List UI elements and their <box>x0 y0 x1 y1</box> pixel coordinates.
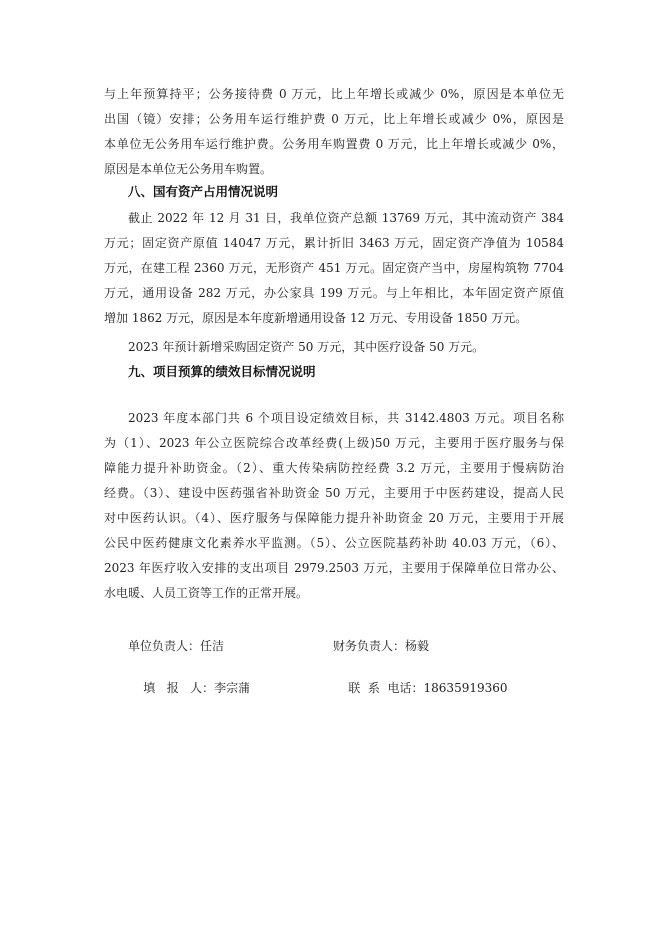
section-9-heading: 九、项目预算的绩效目标情况说明 <box>128 364 316 379</box>
s9-line-3: 障能力提升补助资金。（2）、重大传染病防控经费 3.2 万元，主要用于慢病防治 <box>104 461 564 475</box>
s7-line-2: 出国（镜）安排；公务用车运行维护费 0 万元，比上年增长或减少 0%，原因是 <box>104 112 564 126</box>
s7-line-3: 本单位无公务用车运行维护费。公务用车购置费 0 万元，比上年增长或减少 0%， <box>104 137 564 151</box>
finance-head-name: 杨毅 <box>405 639 430 653</box>
section-8-heading: 八、国有资产占用情况说明 <box>128 184 279 199</box>
s7-line-4: 原因是本单位无公务用车购置。 <box>104 162 273 176</box>
s9-line-4: 经费。（3）、建设中医药强省补助资金 50 万元，主要用于中医药建设，提高人民 <box>104 486 564 500</box>
s8-p1-line-2: 万元；固定资产原值 14047 万元，累计折旧 3463 万元，固定资产净值为 10584 <box>104 236 564 250</box>
filler-label: 填 报 人： <box>143 681 215 695</box>
s8-p2-line-1: 2023 年预计新增采购固定资产 50 万元，其中医疗设备 50 万元。 <box>128 340 485 354</box>
s8-p1-line-1: 截止 2022 年 12 月 31 日，我单位资产总额 13769 万元，其中流动资产 384 <box>128 211 564 225</box>
finance-head <box>333 638 429 654</box>
s7-line-1: 与上年预算持平；公务接待费 0 万元，比上年增长或减少 0%，原因是本单位无 <box>104 87 564 101</box>
phone-label: 联 系 电话： <box>348 681 424 695</box>
contact-phone <box>333 664 508 712</box>
filler <box>128 664 250 712</box>
s8-p1-line-4: 万元，通用设备 282 万元，办公家具 199 万元。与上年相比，本年固定资产原值 <box>104 286 564 300</box>
unit-head-name: 任洁 <box>200 639 225 653</box>
s8-p1-line-3: 万元，在建工程 2360 万元，无形资产 451 万元。固定资产当中，房屋构筑物 7704 <box>104 261 564 275</box>
unit-head-label: 单位负责人： <box>128 639 201 653</box>
s9-line-8: 水电暖、人员工资等工作的正常开展。 <box>104 586 309 600</box>
s9-line-5: 对中医药认识。（4）、医疗服务与保障能力提升补助资金 20 万元，主要用于开展 <box>104 511 564 525</box>
s9-line-7: 2023 年医疗收入安排的支出项目 2979.2503 万元，主要用于保障单位日常办公、 <box>104 561 564 575</box>
filler-name: 李宗蒲 <box>214 681 251 695</box>
unit-head <box>128 638 224 654</box>
s8-p1-line-5: 增加 1862 万元，原因是本年度新增通用设备 12 万元、专用设备 1850 万元。 <box>104 311 528 325</box>
finance-head-label: 财务负责人： <box>333 639 406 653</box>
s9-line-1: 2023 年度本部门共 6 个项目设定绩效目标，共 3142.4803 万元。项目名称 <box>128 411 564 425</box>
s9-line-2: 为（1）、2023 年公立医院综合改革经费(上级)50 万元，主要用于医疗服务与保 <box>104 436 564 450</box>
s9-line-6: 公民中医药健康文化素养水平监测。（5）、公立医院基药补助 40.03 万元，（6）、 <box>104 536 564 550</box>
phone-value: 18635919360 <box>423 681 508 695</box>
